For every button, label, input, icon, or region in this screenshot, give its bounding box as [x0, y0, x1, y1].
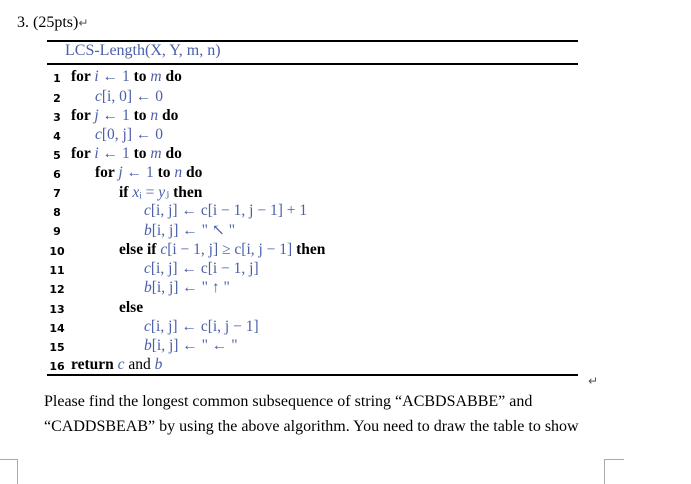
- line-number: 3: [53, 111, 61, 124]
- code-token: ← 1: [98, 68, 134, 85]
- code-token: ← 1: [98, 107, 134, 124]
- line-number: 13: [49, 303, 65, 316]
- keyword: else: [119, 299, 144, 316]
- code-text: [71, 356, 162, 374]
- code-token: c: [95, 88, 102, 105]
- code-line: [47, 88, 578, 107]
- line-number: 7: [53, 187, 61, 200]
- code-token: [i, j] ← " ← ": [151, 337, 238, 354]
- code-line: [47, 241, 578, 260]
- keyword: to: [157, 164, 175, 181]
- keyword: to: [133, 145, 151, 162]
- keyword: do: [158, 107, 179, 124]
- page-corner-mark-right-vertical: [604, 459, 605, 484]
- code-text: [119, 299, 143, 317]
- keyword: do: [182, 164, 203, 181]
- code-token: i: [94, 68, 99, 85]
- code-token: [i, j] ← " ↖ ": [151, 222, 236, 239]
- page-corner-mark-left: [0, 459, 17, 460]
- question-text-line-1: Please find the longest common subsequence of string “ACBDSABBE” and: [44, 393, 533, 410]
- code-text: [119, 241, 325, 259]
- code-line: [47, 164, 578, 183]
- line-number: 9: [53, 225, 61, 238]
- code-line: [47, 145, 578, 164]
- line-number: 11: [49, 264, 65, 277]
- line-number: 15: [49, 341, 65, 354]
- code-text: [95, 164, 202, 182]
- keyword: to: [133, 68, 151, 85]
- keyword: if: [119, 184, 133, 201]
- code-text: [71, 145, 182, 163]
- algorithm-title-rule: [47, 63, 578, 65]
- code-token: b: [154, 356, 163, 373]
- code-token: c: [144, 202, 151, 219]
- keyword: then: [296, 241, 326, 258]
- code-line: [47, 107, 578, 126]
- code-token: ᵢ =: [139, 184, 159, 201]
- code-token: j: [94, 107, 99, 124]
- code-text: [119, 183, 202, 202]
- code-token: [i, j] ← c[i − 1, j − 1] + 1: [150, 202, 308, 219]
- code-token: i: [94, 145, 99, 162]
- keyword: then: [173, 184, 203, 201]
- line-number: 14: [49, 322, 65, 335]
- page-corner-mark-right: [604, 459, 624, 460]
- code-text: [71, 107, 178, 125]
- line-number: 6: [53, 168, 61, 181]
- code-text: [144, 279, 230, 297]
- algorithm-title: LCS-Length(X, Y, m, n): [65, 42, 221, 59]
- code-text: [95, 126, 163, 144]
- code-line: [47, 318, 578, 337]
- line-number: 8: [53, 206, 61, 219]
- code-token: c: [144, 260, 151, 277]
- code-token: [0, j] ← 0: [101, 126, 164, 143]
- code-line: [47, 299, 578, 318]
- question-label: 3. (25pts): [17, 14, 79, 31]
- code-token: and: [124, 356, 155, 373]
- keyword: return: [71, 356, 118, 373]
- code-token: b: [144, 279, 152, 296]
- algorithm-bottom-rule: [47, 374, 578, 376]
- code-text: [144, 202, 307, 220]
- code-line: [47, 260, 578, 279]
- code-token: b: [144, 222, 152, 239]
- keyword: for: [71, 145, 95, 162]
- code-token: [i, j] ← c[i, j − 1]: [150, 318, 259, 335]
- line-number: 2: [53, 92, 61, 105]
- line-number: 5: [53, 149, 61, 162]
- code-token: [i, j] ← " ↑ ": [151, 279, 230, 296]
- keyword: for: [71, 68, 95, 85]
- question-text-line-2: “CADDSBEAB” by using the above algorithm. You need to draw the table to show: [44, 418, 579, 435]
- code-text: [144, 260, 259, 278]
- code-token: c: [160, 241, 168, 258]
- paragraph-mark-icon: ↵: [588, 374, 599, 388]
- line-number: 10: [49, 245, 65, 258]
- code-text: [95, 88, 163, 106]
- code-token: [i, 0] ← 0: [101, 88, 164, 105]
- code-token: ← 1: [98, 145, 134, 162]
- code-line: [47, 68, 578, 87]
- code-token: b: [144, 337, 152, 354]
- code-line: [47, 356, 578, 375]
- code-token: x: [132, 184, 140, 201]
- code-token: c: [117, 356, 125, 373]
- keyword: else if: [119, 241, 161, 258]
- code-token: ⱼ: [165, 184, 174, 201]
- keyword: to: [133, 107, 151, 124]
- code-token: j: [118, 164, 123, 181]
- line-number: 16: [49, 360, 65, 373]
- code-text: [144, 318, 259, 336]
- code-text: [144, 337, 238, 355]
- keyword: do: [161, 68, 182, 85]
- code-line: [47, 279, 578, 298]
- line-number: 4: [53, 130, 61, 143]
- line-number: 1: [53, 72, 61, 85]
- code-token: y: [158, 184, 166, 201]
- code-token: [i, j] ← c[i − 1, j]: [150, 260, 259, 277]
- code-line: [47, 202, 578, 221]
- code-token: c: [95, 126, 102, 143]
- code-token: n: [174, 164, 183, 181]
- question-header: [17, 14, 88, 32]
- code-token: [i − 1, j] ≥ c[i, j − 1]: [167, 241, 297, 258]
- code-token: c: [144, 318, 151, 335]
- line-number: 12: [49, 283, 65, 296]
- keyword: for: [95, 164, 119, 181]
- keyword: do: [161, 145, 182, 162]
- code-token: m: [150, 145, 162, 162]
- page-corner-mark-left-vertical: [17, 459, 18, 484]
- code-line: [47, 183, 578, 202]
- code-token: m: [150, 68, 162, 85]
- code-line: [47, 337, 578, 356]
- code-text: [71, 68, 182, 86]
- paragraph-mark-icon: ↵: [78, 16, 89, 30]
- code-line: [47, 126, 578, 145]
- keyword: for: [71, 107, 95, 124]
- code-line: [47, 221, 578, 240]
- code-token: ← 1: [122, 164, 158, 181]
- code-text: [144, 221, 235, 240]
- code-token: n: [150, 107, 159, 124]
